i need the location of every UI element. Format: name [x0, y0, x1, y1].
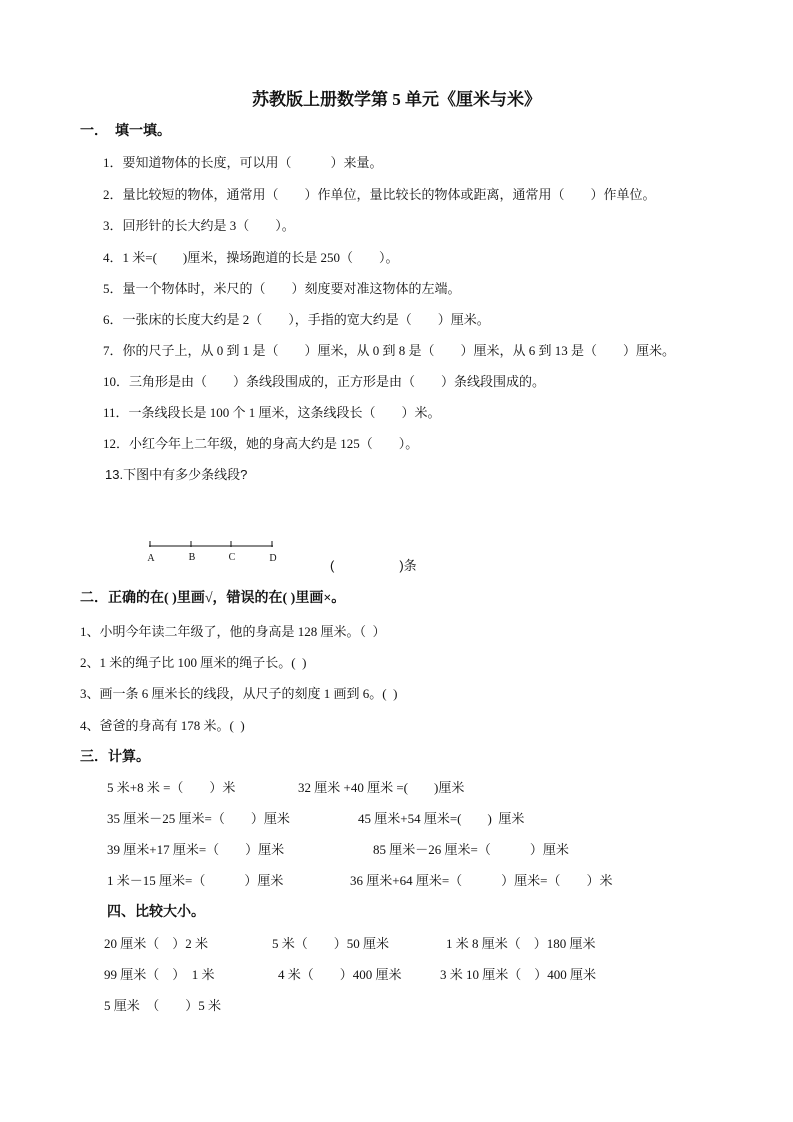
- compare-row-1-a: 20 厘米（ ）2 米: [104, 936, 209, 951]
- calc-row-1-b: 32 厘米 +40 厘米 =( )厘米: [298, 780, 465, 795]
- section-2-heading: 二．正确的在( )里画√，错误的在( )里画×。: [80, 591, 346, 606]
- judge-question-2: 2、1 米的绳子比 100 厘米的绳子长。( ): [80, 655, 307, 670]
- compare-row-1-c: 1 米 8 厘米（ ）180 厘米: [446, 936, 596, 951]
- judge-question-4: 4、爸爸的身高有 178 米。( ): [80, 718, 245, 733]
- point-label-d: D: [269, 553, 277, 564]
- fill-question-10: 10．三角形是由（ ）条线段围成的，正方形是由（ ）条线段围成的。: [103, 374, 546, 389]
- compare-row-2-c: 3 米 10 厘米（ ）400 厘米: [440, 967, 597, 982]
- fill-question-2: 2．量比较短的物体，通常用（ ）作单位，量比较长的物体或距离，通常用（ ）作单位。: [103, 187, 656, 202]
- fill-question-1: 1．要知道物体的长度，可以用（ ）来量。: [103, 155, 383, 170]
- fill-question-11: 11．一条线段长是 100 个 1 厘米，这条线段长（ ）米。: [103, 405, 441, 420]
- calc-row-4-b: 36 厘米+64 厘米=（ ）厘米=（ ）米: [350, 873, 613, 888]
- compare-row-2-a: 99 厘米（ ） 1 米: [104, 967, 215, 982]
- calc-row-3-b: 85 厘米－26 厘米=（ ）厘米: [373, 842, 569, 857]
- page-title: 苏教版上册数学第 5 单元《厘米与米》: [252, 90, 541, 109]
- fill-question-12: 12．小红今年上二年级，她的身高大约是 125（ ）。: [103, 436, 419, 451]
- point-label-a: A: [147, 553, 155, 564]
- compare-row-1-b: 5 米（ ）50 厘米: [272, 936, 390, 951]
- compare-row-3-a: 5 厘米 （ ）5 米: [104, 998, 222, 1013]
- section-3-heading: 三．计算。: [80, 750, 150, 765]
- calc-row-3-a: 39 厘米+17 厘米=（ ）厘米: [107, 842, 285, 857]
- segment-count-answer: ( )条: [330, 558, 417, 573]
- fill-question-13: 13.下图中有多少条线段?: [105, 467, 248, 482]
- line-segment-diagram: [145, 538, 285, 566]
- point-label-b: B: [188, 552, 196, 563]
- calc-row-1-a: 5 米+8 米 =（ ）米: [107, 780, 236, 795]
- calc-row-4-a: 1 米－15 厘米=（ ）厘米: [107, 873, 284, 888]
- calc-row-2-b: 45 厘米+54 厘米=( ) 厘米: [358, 811, 525, 826]
- fill-question-3: 3．回形针的长大约是 3（ ）。: [103, 218, 295, 233]
- fill-question-5: 5．量一个物体时，米尺的（ ）刻度要对准这物体的左端。: [103, 281, 461, 296]
- calc-row-2-a: 35 厘米－25 厘米=（ ）厘米: [107, 811, 290, 826]
- fill-question-4: 4．1 米=( )厘米，操场跑道的长是 250（ ）。: [103, 250, 399, 265]
- judge-question-3: 3、画一条 6 厘米长的线段，从尺子的刻度 1 画到 6。( ): [80, 686, 398, 701]
- fill-question-6: 6．一张床的长度大约是 2（ ），手指的宽大约是（ ）厘米。: [103, 312, 490, 327]
- section-1-heading: 一． 填一填。: [80, 124, 171, 139]
- fill-question-7: 7．你的尺子上，从 0 到 1 是（ ）厘米，从 0 到 8 是（ ）厘米，从 6 到 13 是（ ）厘米。: [103, 343, 676, 358]
- point-label-c: C: [228, 552, 236, 563]
- judge-question-1: 1、小明今年读二年级了，他的身高是 128 厘米。（ ）: [80, 624, 386, 639]
- section-4-heading: 四、比较大小。: [107, 905, 205, 920]
- compare-row-2-b: 4 米（ ）400 厘米: [278, 967, 402, 982]
